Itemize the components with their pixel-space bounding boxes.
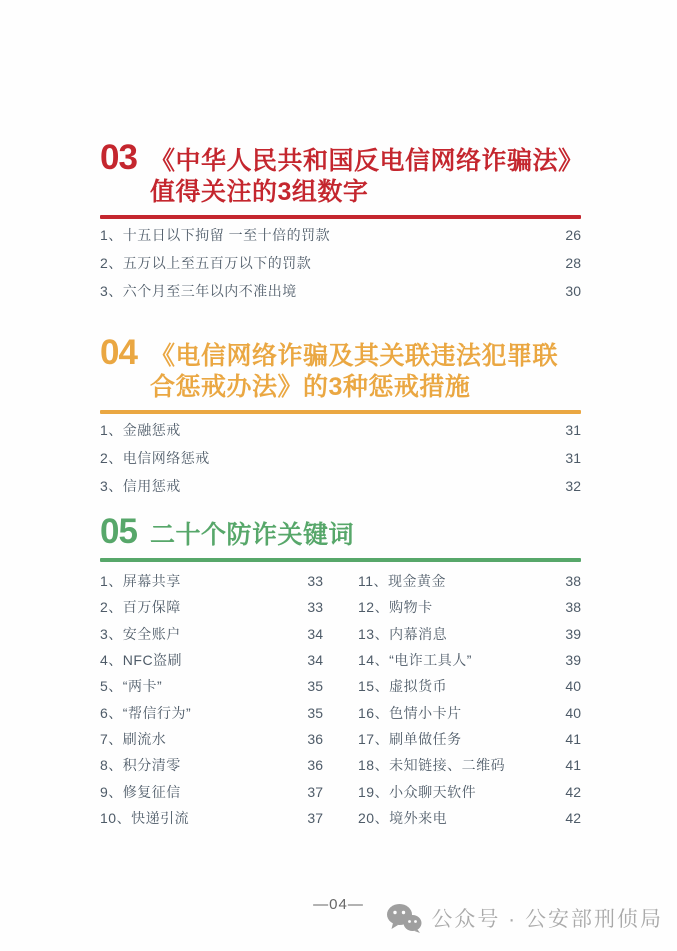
keywords-grid [100, 568, 581, 831]
toc-item-label: 2、电信网络惩戒 [100, 450, 210, 466]
toc-item-label: 13、内幕消息 [358, 625, 448, 642]
toc-item-page: 31 [565, 450, 581, 466]
section-05-rule [100, 558, 581, 562]
keywords-column-right [358, 568, 581, 831]
toc-item [358, 699, 581, 725]
section-title-line: 合惩戒办法》的3种惩戒措施 [149, 373, 471, 401]
toc-item-page: 30 [565, 283, 581, 299]
toc-item-page: 33 [307, 599, 323, 616]
toc-item-label: 6、“帮信行为” [100, 704, 192, 721]
toc-item-page: 36 [307, 757, 323, 774]
keywords-column-left [100, 568, 323, 831]
toc-item-page: 26 [565, 227, 581, 243]
toc-item-label: 12、购物卡 [358, 599, 433, 616]
section-title-line: 二十个防诈关键词 [149, 521, 354, 549]
page-number: —04— [313, 896, 364, 913]
section-04-rule [100, 410, 581, 414]
section-04-heading [100, 335, 581, 403]
toc-item-page: 37 [307, 809, 323, 826]
toc-item-label: 8、积分清零 [100, 757, 181, 774]
toc-item-page: 40 [565, 678, 581, 695]
section-03-heading [100, 138, 584, 208]
section-05-title [150, 520, 581, 551]
wechat-icon [386, 903, 422, 933]
section-03-title [150, 146, 584, 208]
toc-item [100, 726, 323, 752]
toc-item [100, 647, 323, 673]
toc-item-page: 39 [565, 625, 581, 642]
section-03-toc-list [100, 221, 581, 305]
toc-item-label: 18、未知链接、二维码 [358, 757, 506, 774]
toc-item [358, 621, 581, 647]
watermark [386, 903, 663, 933]
toc-item-label: 2、百万保障 [100, 599, 181, 616]
toc-item-label: 14、“电诈工具人” [358, 652, 472, 669]
toc-item-page: 33 [307, 573, 323, 590]
toc-item-page: 35 [307, 704, 323, 721]
toc-item-page: 28 [565, 255, 581, 271]
section-title-line: 《中华人民共和国反电信网络诈骗法》 [149, 147, 584, 175]
toc-item-label: 11、现金黄金 [358, 573, 447, 590]
toc-item-label: 16、色情小卡片 [358, 704, 462, 721]
toc-item [100, 778, 323, 804]
toc-item-page: 37 [307, 783, 323, 800]
toc-item-page: 41 [565, 757, 581, 774]
toc-item-label: 2、五万以上至五百万以下的罚款 [100, 255, 312, 271]
toc-item-page: 31 [565, 422, 581, 438]
toc-item [358, 752, 581, 778]
toc-item-label: 19、小众聊天软件 [358, 783, 477, 800]
toc-item [358, 568, 581, 594]
toc-item [100, 444, 581, 472]
toc-item [358, 805, 581, 831]
toc-item-page: 38 [565, 573, 581, 590]
toc-item-label: 3、信用惩戒 [100, 478, 181, 494]
toc-item-label: 10、快递引流 [100, 809, 190, 826]
toc-item [358, 594, 581, 620]
toc-item-page: 40 [565, 704, 581, 721]
toc-item [100, 699, 323, 725]
section-04-title [150, 341, 581, 403]
toc-item-label: 3、安全账户 [100, 625, 181, 642]
toc-item-label: 1、屏幕共享 [100, 573, 181, 590]
toc-item [100, 673, 323, 699]
section-04-toc-list [100, 416, 581, 500]
section-03-number: 03 [100, 138, 137, 177]
toc-item-page: 34 [307, 625, 323, 642]
toc-item [100, 568, 323, 594]
toc-item [100, 621, 323, 647]
toc-item-page: 34 [307, 652, 323, 669]
toc-item-label: 5、“两卡” [100, 678, 163, 695]
toc-item-page: 36 [307, 730, 323, 747]
toc-item-label: 9、修复征信 [100, 783, 181, 800]
toc-item [100, 221, 581, 249]
section-03-rule [100, 215, 581, 219]
section-05-heading [100, 514, 581, 551]
toc-item [100, 249, 581, 277]
toc-item [358, 726, 581, 752]
toc-item-page: 42 [565, 809, 581, 826]
toc-item [100, 472, 581, 500]
toc-item-page: 38 [565, 599, 581, 616]
toc-item [358, 778, 581, 804]
toc-item-label: 3、六个月至三年以内不准出境 [100, 283, 297, 299]
toc-item [100, 277, 581, 305]
toc-item-label: 20、境外来电 [358, 809, 448, 826]
toc-item-label: 15、虚拟货币 [358, 678, 448, 695]
toc-item [100, 752, 323, 778]
toc-item [100, 805, 323, 831]
toc-item [358, 647, 581, 673]
toc-item-label: 1、十五日以下拘留 一至十倍的罚款 [100, 227, 331, 243]
toc-item-label: 7、刷流水 [100, 730, 167, 747]
toc-item-label: 1、金融惩戒 [100, 422, 181, 438]
section-05 [100, 514, 581, 831]
watermark-text: 公众号 · 公安部刑侦局 [431, 908, 663, 931]
toc-item [100, 416, 581, 444]
toc-item-page: 32 [565, 478, 581, 494]
section-04 [100, 335, 581, 500]
section-03 [100, 138, 584, 305]
toc-item-page: 41 [565, 730, 581, 747]
toc-item-page: 35 [307, 678, 323, 695]
section-title-line: 《电信网络诈骗及其关联违法犯罪联 [149, 342, 558, 370]
toc-item-page: 42 [565, 783, 581, 800]
section-05-number: 05 [100, 512, 137, 551]
section-04-number: 04 [100, 333, 137, 372]
toc-item [100, 594, 323, 620]
section-title-line: 值得关注的3组数字 [149, 178, 369, 206]
toc-item-label: 17、刷单做任务 [358, 730, 462, 747]
toc-item-page: 39 [565, 652, 581, 669]
toc-item-label: 4、NFC盗刷 [100, 652, 183, 669]
toc-item [358, 673, 581, 699]
